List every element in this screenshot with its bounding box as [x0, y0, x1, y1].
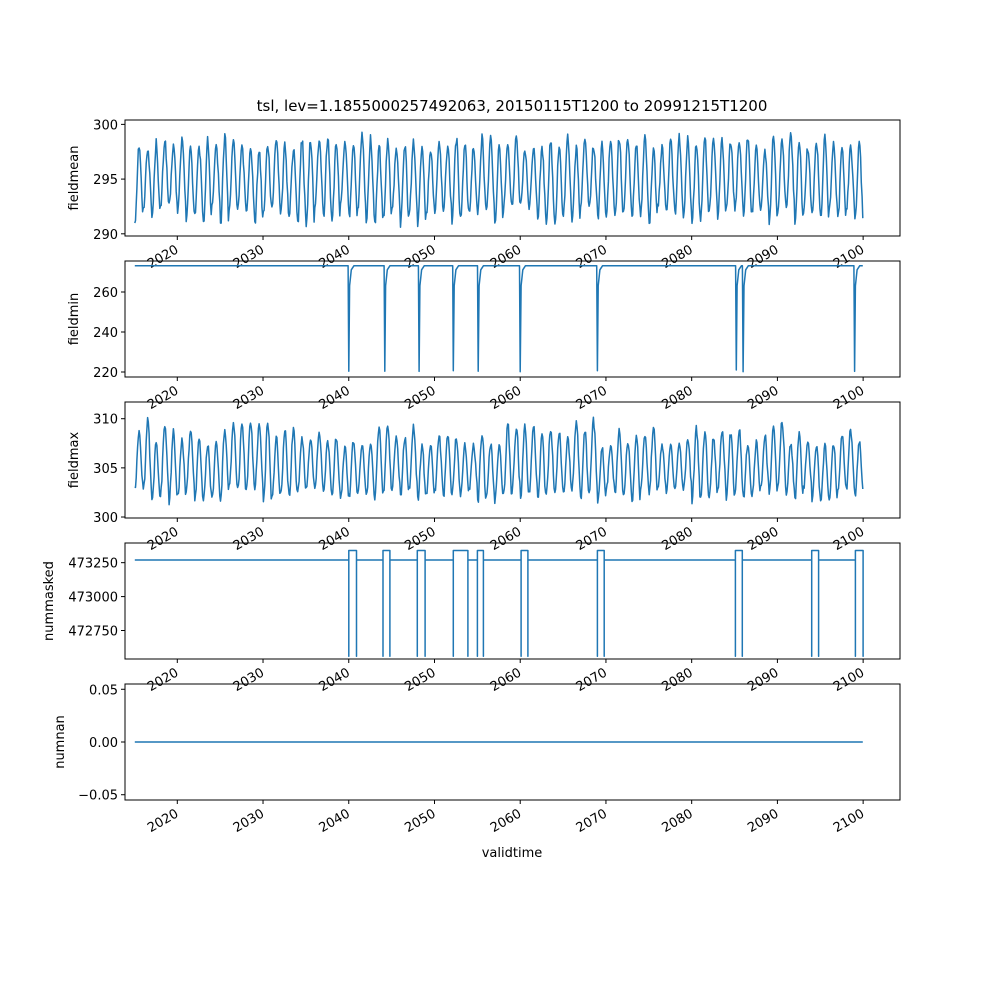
fieldmin-x-tick-label: 2060 [488, 383, 525, 414]
fieldmean-x-tick-label: 2020 [145, 242, 182, 273]
fieldmean-x-tick-label: 2070 [573, 242, 610, 273]
panel-fieldmean [67, 118, 900, 272]
fieldmin-x-tick-label: 2030 [230, 383, 268, 414]
fieldmax-y-tick-label: 300 [93, 511, 118, 527]
numnan-x-tick-label: 2090 [745, 806, 782, 837]
numnan-y-axis-label: numnan [53, 715, 68, 769]
nummasked-series-line [135, 551, 863, 657]
panel-nummasked [42, 543, 900, 695]
numnan-y-tick-label: 0.05 [89, 683, 118, 699]
fieldmin-y-tick-label: 260 [93, 286, 118, 301]
fieldmin-x-tick-label: 2080 [659, 383, 696, 414]
nummasked-x-tick-label: 2060 [488, 665, 525, 696]
fieldmax-y-axis-label: fieldmax [67, 431, 82, 489]
fieldmean-x-tick-label: 2060 [488, 242, 525, 273]
fieldmax-y-tick-label: 305 [93, 461, 118, 477]
panel-numnan [53, 683, 900, 836]
fieldmax-x-tick-label: 2030 [230, 524, 268, 555]
nummasked-y-tick-label: 473000 [68, 590, 118, 606]
numnan-x-tick-label: 2060 [488, 806, 525, 837]
fieldmax-x-tick-label: 2080 [659, 524, 696, 555]
panel-fieldmax [67, 402, 900, 554]
fieldmax-x-tick-label: 2090 [745, 524, 782, 555]
nummasked-y-tick-label: 473250 [68, 556, 118, 572]
numnan-y-tick-label: −0.05 [78, 788, 118, 804]
x-axis-label: validtime [481, 846, 543, 861]
fieldmax-x-tick-label: 2060 [488, 524, 525, 555]
fieldmin-x-tick-label: 2040 [316, 383, 353, 414]
panels [42, 118, 900, 836]
fieldmin-x-tick-label: 2100 [830, 383, 868, 414]
nummasked-x-tick-label: 2050 [402, 665, 439, 696]
fieldmean-x-tick-label: 2100 [830, 242, 868, 273]
nummasked-y-tick-label: 472750 [68, 624, 118, 640]
fieldmax-axes-frame [125, 402, 900, 518]
numnan-x-tick-label: 2080 [659, 806, 696, 837]
fieldmin-x-tick-label: 2090 [745, 383, 782, 414]
fieldmax-x-tick-label: 2020 [145, 524, 182, 555]
fieldmin-axes-frame [125, 261, 900, 377]
fieldmean-x-tick-label: 2090 [745, 242, 782, 273]
numnan-x-tick-label: 2030 [230, 806, 268, 837]
numnan-y-tick-label: 0.00 [89, 736, 118, 751]
fieldmin-x-tick-label: 2020 [145, 383, 182, 414]
numnan-x-tick-label: 2050 [402, 806, 439, 837]
fieldmean-y-axis-label: fieldmean [67, 145, 82, 211]
fieldmax-x-tick-label: 2100 [830, 524, 868, 555]
fieldmean-x-tick-label: 2050 [402, 242, 439, 273]
nummasked-x-tick-label: 2080 [659, 665, 696, 696]
nummasked-x-tick-label: 2090 [745, 665, 782, 696]
fieldmean-x-tick-label: 2040 [316, 242, 353, 273]
fieldmean-y-tick-label: 290 [93, 227, 118, 243]
fieldmean-y-tick-label: 295 [93, 173, 118, 189]
numnan-x-tick-label: 2100 [830, 806, 868, 837]
fieldmean-series-line [135, 132, 863, 227]
fieldmax-x-tick-label: 2040 [316, 524, 353, 555]
numnan-x-tick-label: 2020 [145, 806, 182, 837]
nummasked-x-tick-label: 2030 [230, 665, 268, 696]
fieldmax-series-line [135, 417, 863, 504]
numnan-x-tick-label: 2040 [316, 806, 353, 837]
chart-title: tsl, lev=1.1855000257492063, 20150115T1200 to 20991215T1200 [256, 97, 768, 115]
fieldmin-y-axis-label: fieldmin [67, 292, 82, 346]
nummasked-y-axis-label: nummasked [42, 561, 57, 641]
nummasked-x-tick-label: 2040 [316, 665, 353, 696]
fieldmax-x-tick-label: 2070 [573, 524, 610, 555]
fieldmean-y-tick-label: 300 [93, 118, 118, 134]
fieldmean-x-tick-label: 2030 [230, 242, 268, 273]
fieldmax-y-tick-label: 310 [93, 412, 118, 428]
fieldmax-x-tick-label: 2050 [402, 524, 439, 555]
fieldmean-x-tick-label: 2080 [659, 242, 696, 273]
fieldmin-y-tick-label: 240 [93, 326, 118, 341]
panel-fieldmin [67, 261, 900, 413]
nummasked-x-tick-label: 2020 [145, 665, 182, 696]
fieldmin-x-tick-label: 2050 [402, 383, 439, 414]
numnan-x-tick-label: 2070 [573, 806, 610, 837]
fieldmin-series-line [135, 266, 863, 372]
fieldmin-y-tick-label: 220 [93, 366, 118, 381]
nummasked-x-tick-label: 2100 [830, 665, 868, 696]
nummasked-x-tick-label: 2070 [573, 665, 610, 696]
fieldmin-x-tick-label: 2070 [573, 383, 610, 414]
